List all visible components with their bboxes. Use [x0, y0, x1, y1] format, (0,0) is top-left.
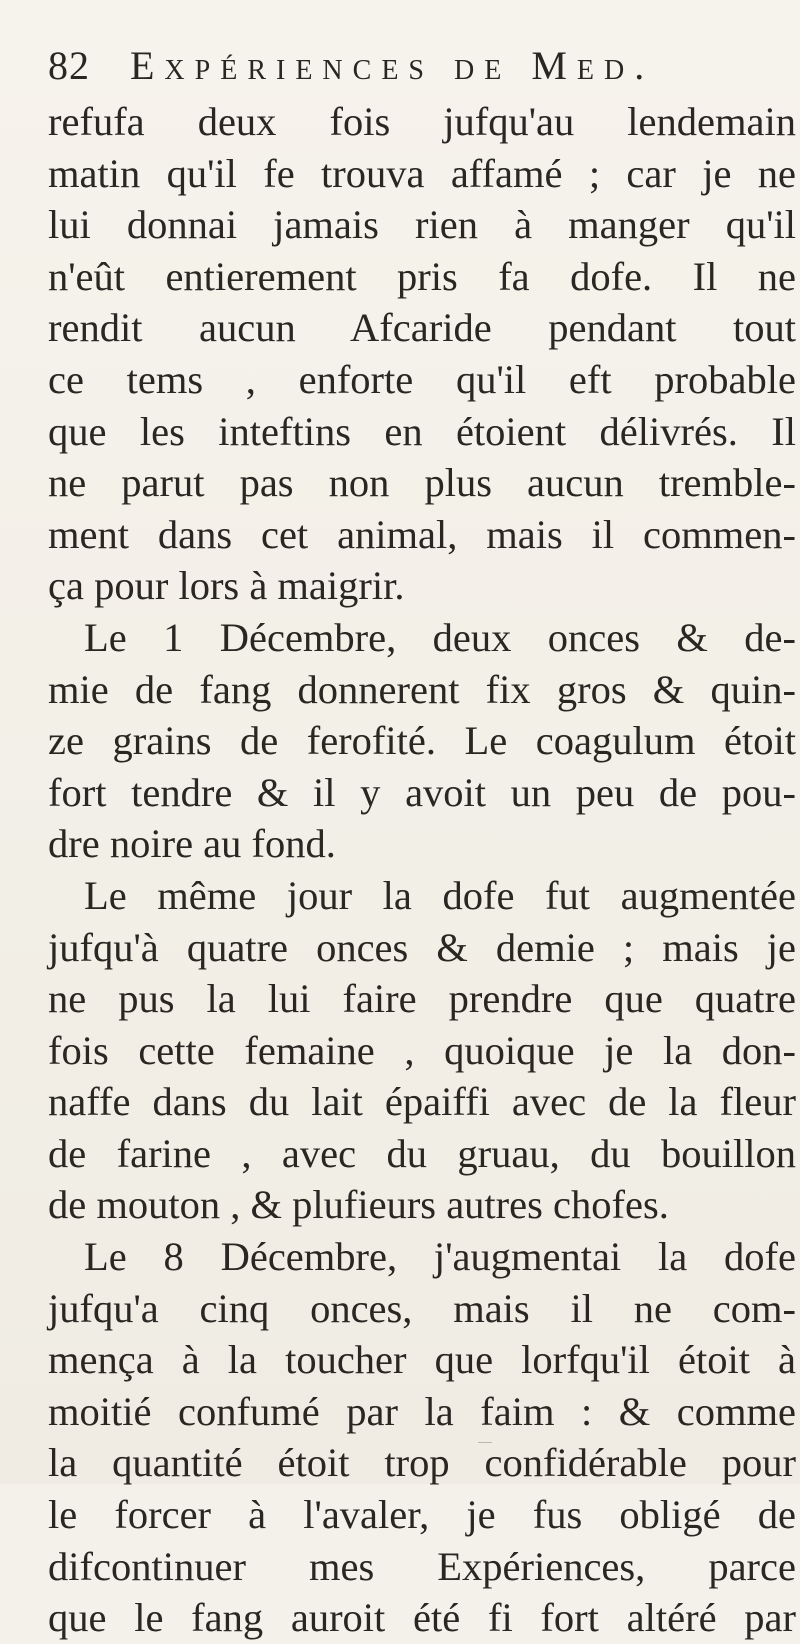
text-line: mie de fang donnerent fix gros & quin- — [48, 666, 796, 712]
text-line: dre noire au fond. — [48, 821, 336, 867]
text-line: fort tendre & il y avoit un peu de pou- — [48, 769, 796, 815]
text-line: de mouton , & plufieurs autres chofes. — [48, 1182, 669, 1228]
printer-mark — [478, 1436, 492, 1443]
page-header — [42, 40, 782, 92]
text-line: le forcer à l'avaler, je fus obligé de — [48, 1492, 796, 1538]
text-line: moitié confumé par la faim : & comme — [48, 1388, 796, 1434]
text-line: ze grains de ferofité. Le coagulum étoit — [48, 718, 796, 764]
text-line: difcontinuer mes Expériences, parce — [48, 1543, 796, 1589]
text-line: fois cette femaine , quoique je la don- — [48, 1027, 796, 1073]
running-title: Expériences de Med. — [130, 43, 655, 88]
text-line: ne pus la lui faire prendre que quatre — [48, 976, 796, 1022]
text-line: jufqu'a cinq onces, mais il ne com- — [48, 1285, 796, 1331]
text-line: n'eût entierement pris fa dofe. Il ne — [48, 253, 796, 299]
paragraph-start-line: Le même jour la dofe fut augmentée — [84, 872, 796, 918]
text-line: que les inteftins en étoient délivrés. Il — [48, 408, 796, 454]
text-line: de farine , avec du gruau, du bouillon — [48, 1130, 796, 1176]
text-line: rendit aucun Afcaride pendant tout — [48, 305, 796, 351]
text-line: ment dans cet animal, mais il commen- — [48, 511, 796, 557]
paragraph-start-line: Le 8 Décembre, j'augmentai la dofe — [84, 1234, 796, 1280]
text-line: ne parut pas non plus aucun tremble- — [48, 460, 796, 506]
text-line: refufa deux fois jufqu'au lendemain — [48, 99, 796, 144]
text-line: ça pour lors à maigrir. — [48, 563, 405, 609]
body-text — [48, 96, 796, 1644]
text-line: la quantité étoit trop confidérable pour — [48, 1440, 796, 1486]
paragraph-start-line: Le 1 Décembre, deux onces & de- — [84, 614, 796, 660]
text-line: lui donnai jamais rien à manger qu'il — [48, 202, 796, 248]
text-line: ce tems , enforte qu'il eft probable — [48, 356, 796, 402]
text-line: jufqu'à quatre onces & demie ; mais je — [48, 924, 796, 970]
text-line: mença à la toucher que lorfqu'il étoit à — [48, 1337, 796, 1383]
text-line: que le fang auroit été fi fort altéré par — [48, 1595, 796, 1641]
page-number: 82 — [48, 43, 90, 88]
text-line: naffe dans du lait épaiffi avec de la fleur — [48, 1079, 796, 1125]
text-line: matin qu'il fe trouva affamé ; car je ne — [48, 150, 796, 196]
